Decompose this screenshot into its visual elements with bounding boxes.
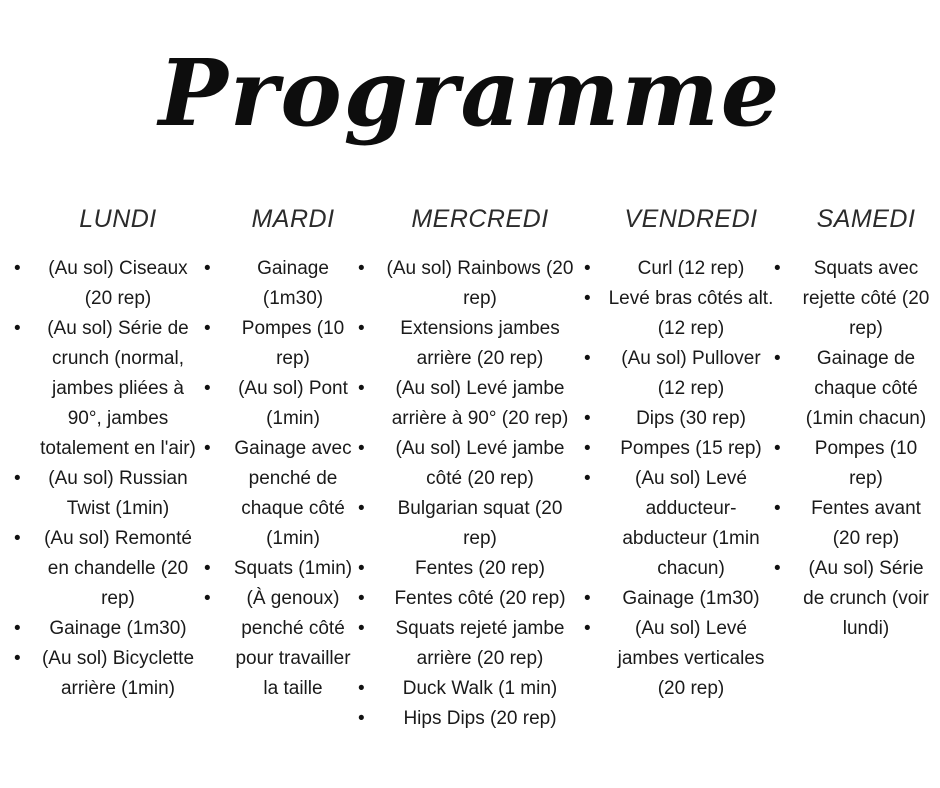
exercise-list [36, 254, 200, 704]
list-item: • Pompes (15 rep) [606, 434, 776, 464]
list-item: • (Au sol) Russian Twist (1min) [36, 464, 200, 524]
list-item: • Gainage avec penché de chaque côté (1min) [226, 434, 360, 554]
list-item: • Pompes (10 rep) [226, 314, 360, 374]
page-title: Programme [158, 39, 782, 147]
list-item: • (Au sol) Bicyclette arrière (1min) [36, 644, 200, 704]
list-item: • (Au sol) Rainbows (20 rep) [380, 254, 580, 314]
list-item: • Gainage (1m30) [226, 254, 360, 314]
list-item: • Extensions jambes arrière (20 rep) [380, 314, 580, 374]
list-item: • Fentes (20 rep) [380, 554, 580, 584]
list-item: • Pompes (10 rep) [796, 434, 936, 494]
day-heading: MARDI [251, 205, 335, 233]
list-item: • (Au sol) Série de crunch (voir lundi) [796, 554, 936, 644]
list-item: • (Au sol) Levé jambes verticales (20 rep) [606, 614, 776, 704]
day-column-samedi [796, 200, 936, 644]
day-column-mercredi [380, 200, 580, 734]
day-heading: SAMEDI [816, 205, 916, 233]
exercise-list [226, 254, 360, 704]
day-heading: MERCREDI [411, 205, 549, 233]
list-item: • (Au sol) Levé jambe arrière à 90° (20 rep) [380, 374, 580, 434]
list-item: • Gainage de chaque côté (1min chacun) [796, 344, 936, 434]
list-item: • Dips (30 rep) [606, 404, 776, 434]
list-item: • Squats rejeté jambe arrière (20 rep) [380, 614, 580, 674]
list-item: • Fentes avant (20 rep) [796, 494, 936, 554]
list-item: • (Au sol) Levé adducteur-abducteur (1min chacun) [606, 464, 776, 584]
exercise-list [380, 254, 580, 734]
list-item: • Fentes côté (20 rep) [380, 584, 580, 614]
list-item: • (Au sol) Ciseaux (20 rep) [36, 254, 200, 314]
day-heading: VENDREDI [624, 205, 758, 233]
list-item: • Hips Dips (20 rep) [380, 704, 580, 734]
list-item: • Duck Walk (1 min) [380, 674, 580, 704]
list-item: • Levé bras côtés alt. (12 rep) [606, 284, 776, 344]
list-item: • (Au sol) Série de crunch (normal, jambes pliées à 90°, jambes totalement en l'air) [36, 314, 200, 464]
exercise-list [606, 254, 776, 704]
list-item: • Bulgarian squat (20 rep) [380, 494, 580, 554]
day-column-lundi [36, 200, 200, 704]
list-item: • Gainage (1m30) [606, 584, 776, 614]
list-item: • (Au sol) Levé jambe côté (20 rep) [380, 434, 580, 494]
list-item: • (Au sol) Remonté en chandelle (20 rep) [36, 524, 200, 614]
list-item: • (Au sol) Pullover (12 rep) [606, 344, 776, 404]
list-item: • Curl (12 rep) [606, 254, 776, 284]
list-item: • (Au sol) Pont (1min) [226, 374, 360, 434]
day-column-vendredi [606, 200, 776, 704]
exercise-list [796, 254, 936, 644]
list-item: • Squats avec rejette côté (20 rep) [796, 254, 936, 344]
day-column-mardi [226, 200, 360, 704]
day-heading: LUNDI [79, 205, 157, 233]
list-item: • Gainage (1m30) [36, 614, 200, 644]
list-item: • (À genoux) penché côté pour travailler la taille [226, 584, 360, 704]
list-item: • Squats (1min) [226, 554, 360, 584]
